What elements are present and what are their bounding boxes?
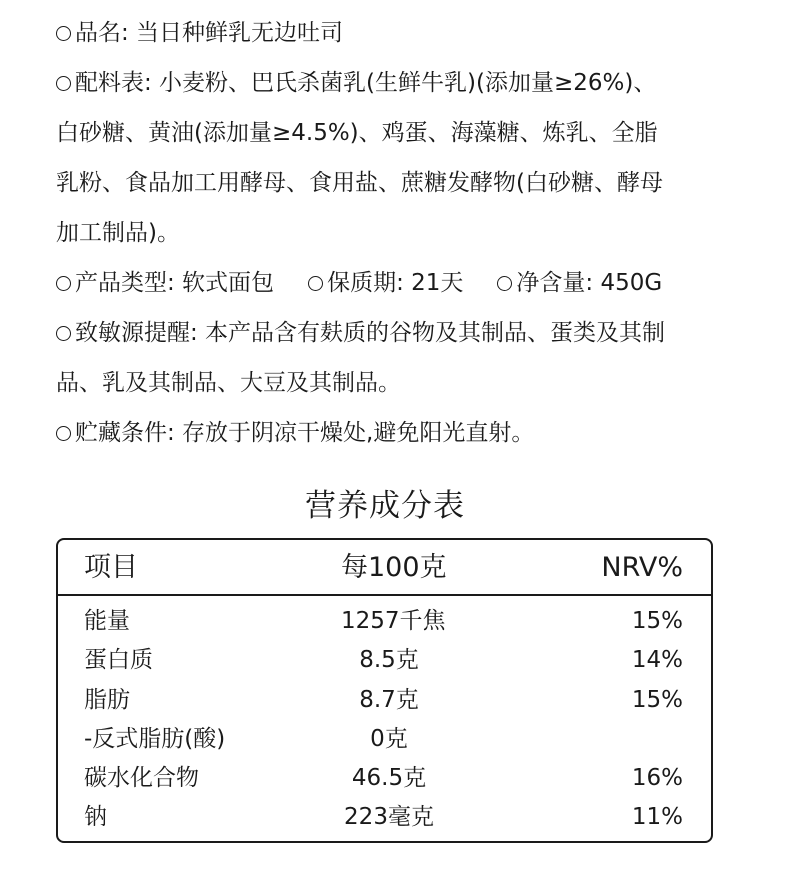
row-name: 脂肪 [84,686,130,713]
header-per100: 每100克 [341,552,447,583]
row-nrv: 15% [631,686,683,713]
nutrition-table [56,538,713,843]
row-name: 能量 [84,608,130,634]
product-name: 品名: 当日种鲜乳无边吐司 [75,20,344,46]
row-name: 碳水化合物 [84,765,199,792]
row-name: 钠 [84,804,107,831]
product-type-text: 产品类型: 软式面包 [75,270,275,296]
shelf-life [308,258,463,308]
table-row [58,641,711,680]
row-nrv: 15% [631,608,683,634]
allergen-line-1 [56,308,756,358]
row-value: 8.5克 [359,647,419,674]
row-nrv: 16% [631,765,683,792]
storage-line [56,408,756,458]
table-row [58,720,711,759]
row-nrv: 14% [631,647,683,674]
bullet-circle-icon [497,276,512,291]
nutrition-table-body [58,602,711,838]
row-name: -反式脂肪(酸) [84,725,226,752]
allergen-line-2: 品、乳及其制品、大豆及其制品。 [56,370,401,396]
ingredients-line-4: 加工制品)。 [56,220,180,246]
row-value: 0克 [370,725,408,752]
row-nrv: 11% [631,804,683,831]
bullet-circle-icon [56,76,71,91]
bullet-circle-icon [56,426,71,441]
allergen-text: 致敏源提醒: 本产品含有麸质的谷物及其制品、蛋类及其制 [75,320,666,346]
storage-text: 贮藏条件: 存放于阴凉干燥处,避免阳光直射。 [75,420,535,446]
bullet-circle-icon [56,26,71,41]
header-nrv: NRV% [601,552,683,583]
bullet-circle-icon [308,276,323,291]
table-row [58,759,711,798]
product-type [56,258,274,308]
row-name: 蛋白质 [84,647,153,674]
nutrition-title: 营养成分表 [305,488,465,524]
table-row [58,798,711,837]
product-name-line [56,8,756,58]
row-value: 1257千焦 [341,608,446,634]
table-row [58,602,711,641]
row-value: 46.5克 [351,765,427,792]
header-item: 项目 [84,552,138,583]
net-content [497,258,662,308]
net-content-text: 净含量: 450G [516,270,663,296]
ingredients-line-3: 乳粉、食品加工用酵母、食用盐、蔗糖发酵物(白砂糖、酵母 [56,170,663,196]
nutrition-table-header [58,540,711,596]
bullet-circle-icon [56,326,71,341]
row-value: 8.7克 [359,686,419,713]
ingredients-text: 配料表: 小麦粉、巴氏杀菌乳(生鲜牛乳)(添加量≥26%)、 [75,70,657,96]
ingredients-line-2: 白砂糖、黄油(添加量≥4.5%)、鸡蛋、海藻糖、炼乳、全脂 [56,120,658,146]
bullet-circle-icon [56,276,71,291]
shelf-life-text: 保质期: 21天 [327,270,464,296]
row-value: 223毫克 [344,804,434,831]
ingredients-line-1 [56,58,756,108]
table-row [58,681,711,720]
product-info [56,8,756,458]
specs-line [56,258,756,308]
